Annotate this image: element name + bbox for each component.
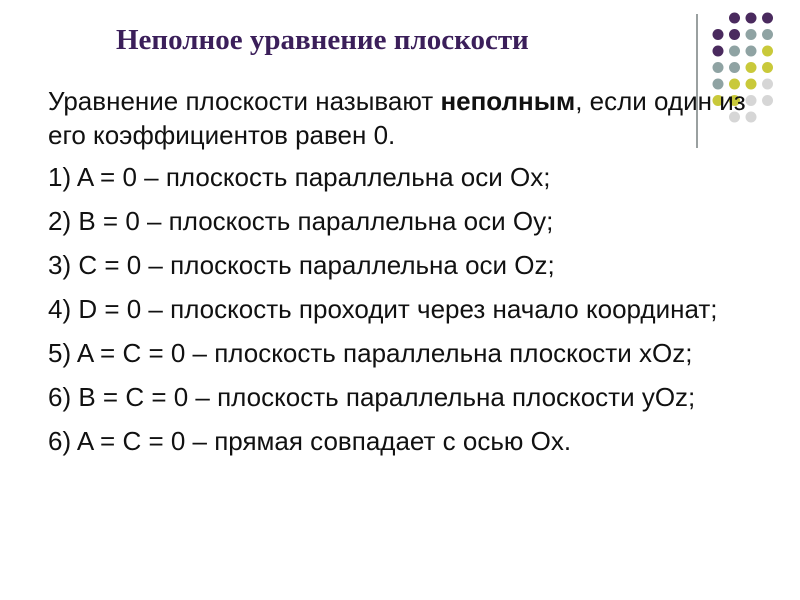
definition-paragraph	[48, 84, 768, 152]
slide-title: Неполное уравнение плоскости	[116, 24, 529, 56]
decoration-dot	[713, 46, 724, 57]
decoration-dot	[762, 62, 773, 73]
list-item: 5) A = C = 0 – плоскость параллельна плоскости xOz;	[48, 338, 693, 368]
decoration-dot	[729, 29, 740, 40]
decoration-dot	[746, 62, 757, 73]
decoration-dot	[762, 13, 773, 24]
list-item: 4) D = 0 – плоскость проходит через начало координат;	[48, 294, 718, 324]
decoration-dot	[713, 29, 724, 40]
list-item: 1) A = 0 – плоскость параллельна оси Ox;	[48, 162, 551, 192]
list-item: 2) B = 0 – плоскость параллельна оси Oy;	[48, 206, 554, 236]
definition-text-end: , если один из его коэффициентов равен 0.	[48, 86, 746, 150]
decoration-dot	[729, 13, 740, 24]
slide-body	[48, 84, 768, 468]
list-item: 6) A = C = 0 – прямая совпадает с осью Ox.	[48, 426, 572, 456]
definition-term: неполным	[440, 86, 576, 116]
list-item: 6) B = C = 0 – плоскость параллельна плоскости yOz;	[48, 382, 696, 412]
decoration-dot	[729, 62, 740, 73]
list-item: 3) C = 0 – плоскость параллельна оси Oz;	[48, 250, 555, 280]
decoration-dot	[713, 62, 724, 73]
decoration-dot	[746, 29, 757, 40]
decoration-dot	[746, 13, 757, 24]
decoration-dot	[762, 29, 773, 40]
definition-text-start: Уравнение плоскости называют	[48, 86, 441, 116]
decoration-dot	[762, 46, 773, 57]
decoration-dot	[746, 46, 757, 57]
decoration-dot	[729, 46, 740, 57]
